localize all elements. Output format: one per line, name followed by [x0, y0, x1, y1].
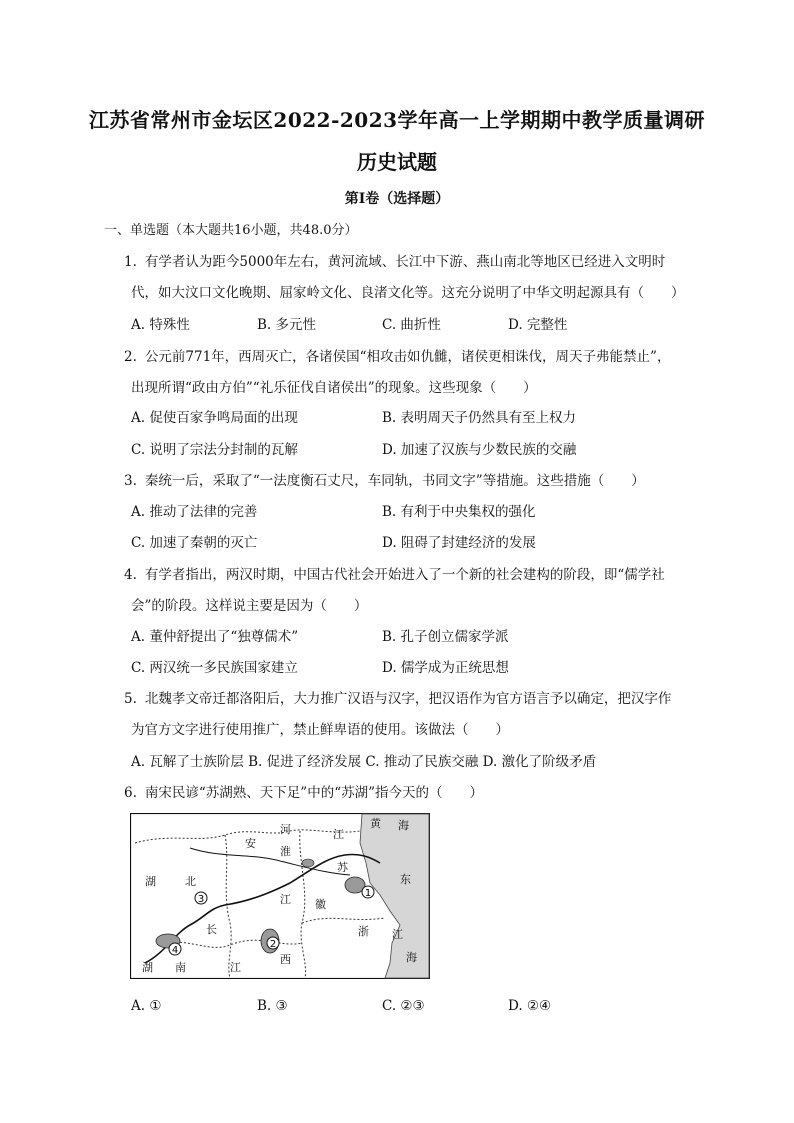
label-hu: 湖 — [145, 875, 156, 888]
q1-option-b[interactable]: B. 多元性 — [257, 317, 317, 333]
label-zhe: 浙 — [358, 925, 369, 938]
q2-option-b[interactable]: B. 表明周天子仍然具有至上权力 — [382, 410, 577, 426]
label-chang: 长 — [206, 923, 217, 936]
q3-option-c[interactable]: C. 加速了秦朝的灭亡 — [131, 535, 258, 551]
question-number: 3. — [124, 473, 137, 489]
q3-option-b[interactable]: B. 有利于中央集权的强化 — [382, 504, 536, 520]
label-huai: 淮 — [280, 845, 291, 858]
exam-title: 江苏省常州市金坛区2022-2023学年高一上学期期中教学质量调研 — [88, 108, 706, 132]
label-hu-2: 湖 — [142, 961, 153, 974]
svg-text:2: 2 — [269, 939, 277, 950]
question-4-line-2: 会”的阶段。这样说主要是因为（ ） — [131, 598, 368, 614]
svg-text:3: 3 — [197, 894, 205, 905]
exam-subtitle: 历史试题 — [357, 150, 437, 174]
part-heading: 第Ⅰ卷（选择题） — [344, 191, 450, 207]
svg-text:4: 4 — [171, 945, 179, 956]
q3-option-d[interactable]: D. 阻碍了封建经济的发展 — [382, 535, 536, 551]
label-an: 安 — [245, 837, 256, 850]
q1-option-d[interactable]: D. 完整性 — [508, 317, 568, 333]
label-hai: 海 — [398, 819, 409, 832]
question-5-line-2: 为官方文字进行使用推广，禁止鲜卑语的使用。该做法（ ） — [131, 722, 509, 738]
label-jiang-m: 江 — [280, 893, 291, 906]
q2-option-a[interactable]: A. 促使百家争鸣局面的出现 — [131, 410, 298, 426]
region-map — [130, 813, 430, 979]
q2-option-c[interactable]: C. 说明了宗法分封制的瓦解 — [131, 442, 298, 458]
label-jiang-n: 江 — [333, 828, 344, 841]
q1-option-a[interactable]: A. 特殊性 — [131, 317, 190, 333]
label-huang: 黄 — [370, 817, 381, 830]
question-number: 5. — [124, 691, 137, 707]
question-number: 2. — [124, 349, 137, 365]
q6-option-a[interactable]: A. ① — [131, 998, 162, 1014]
question-5-line-1: 5. 北魏孝文帝迁都洛阳后，大力推广汉语与汉字，把汉语作为官方语言予以确定，把汉字作 — [124, 691, 672, 707]
label-xi: 西 — [280, 953, 291, 966]
small-lake — [302, 859, 314, 867]
q6-option-c[interactable]: C. ②③ — [382, 998, 425, 1014]
question-1-line-2: 代，如大汶口文化晚期、屈家岭文化、良渚文化等。这充分说明了中华文明起源具有（ ） — [131, 285, 685, 301]
label-hai-2: 海 — [406, 951, 417, 964]
q5-options[interactable]: A. 瓦解了士族阶层 B. 促进了经济发展 C. 推动了民族交融 D. 激化了阶级矛盾 — [131, 754, 597, 770]
label-jiang-e: 江 — [392, 928, 403, 941]
section-heading: 一、单选题（本大题共16小题，共48.0分） — [104, 223, 358, 238]
question-6-line-1: 6. 南宋民谚“苏湖熟、天下足”中的“苏湖”指今天的（ ） — [124, 785, 483, 801]
question-1-line-1: 1. 有学者认为距今5000年左右，黄河流域、长江中下游、燕山南北等地区已经进入文明时 — [124, 254, 666, 270]
label-nan: 南 — [175, 961, 186, 974]
q4-option-c[interactable]: C. 两汉统一多民族国家建立 — [131, 660, 298, 676]
q6-option-b[interactable]: B. ③ — [257, 998, 288, 1014]
q1-option-c[interactable]: C. 曲折性 — [382, 317, 441, 333]
question-2-line-1: 2. 公元前771年，西周灭亡，各诸侯国“相攻击如仇雠，诸侯更相诛伐，周天子弗能禁止”， — [124, 349, 671, 365]
q3-option-a[interactable]: A. 推动了法律的完善 — [131, 504, 258, 520]
label-jiang-s: 江 — [230, 961, 241, 974]
q4-option-a[interactable]: A. 董仲舒提出了“独尊儒术” — [131, 629, 299, 645]
question-3-line-1: 3. 秦统一后，采取了“一法度衡石丈尺，车同轨，书同文字”等措施。这些措施（ ） — [124, 473, 645, 489]
q4-option-b[interactable]: B. 孔子创立儒家学派 — [382, 629, 509, 645]
question-number: 1. — [124, 254, 137, 270]
q6-option-d[interactable]: D. ②④ — [508, 998, 552, 1014]
label-bei: 北 — [185, 875, 196, 888]
q4-option-d[interactable]: D. 儒学成为正统思想 — [382, 660, 509, 676]
label-su: 苏 — [337, 861, 348, 874]
label-hui: 徽 — [315, 898, 326, 911]
question-number: 4. — [124, 567, 137, 583]
label-dong: 东 — [400, 873, 411, 886]
question-4-line-1: 4. 有学者指出，两汉时期，中国古代社会开始进入了一个新的社会建构的阶段，即“儒学社 — [124, 567, 665, 583]
svg-text:1: 1 — [364, 888, 372, 899]
q2-option-d[interactable]: D. 加速了汉族与少数民族的交融 — [382, 442, 577, 458]
question-number: 6. — [124, 785, 137, 801]
label-he: 河 — [280, 823, 291, 836]
question-2-line-2: 出现所谓“政由方伯”“礼乐征伐自诸侯出”的现象。这些现象（ ） — [131, 380, 537, 396]
